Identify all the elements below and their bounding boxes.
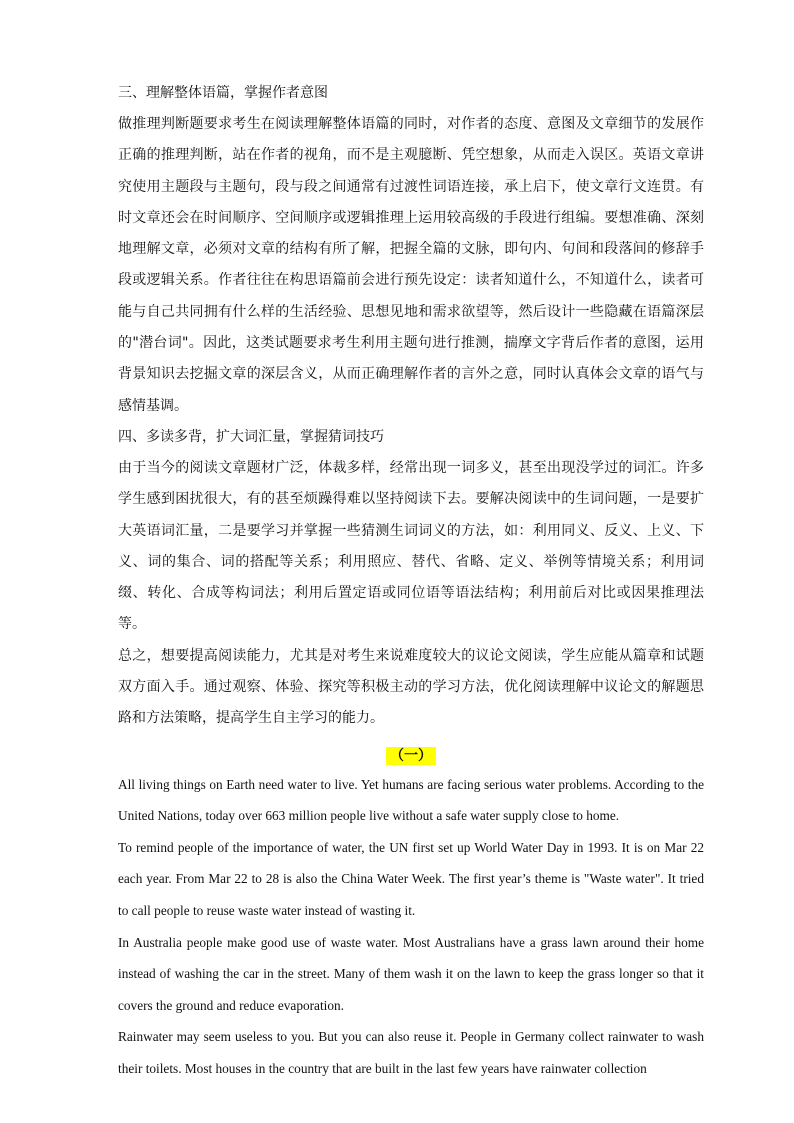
passage-paragraph-4: Rainwater may seem useless to you. But you can also reuse it. People in Germany collect rainwater to wash their toilets. Most houses in the country that are built in the last few years have rainwater collection [118,1029,704,1076]
summary-paragraph: 总之，想要提高阅读能力，尤其是对考生来说难度较大的议论文阅读，学生应能从篇章和试题双方面入手。通过观察、体验、探究等积极主动的学习方法，优化阅读理解中议论文的解题思路和方法策略，提高学生自主学习的能力。 [118,647,704,727]
passage-paragraph-2: To remind people of the importance of water, the UN first set up World Water Day in 1993. It is on Mar 22 each year. From Mar 22 to 28 is also the China Water Week. The first year’s theme is "Waste water". It tried to call people to reuse waste water instead of wasting it. [118,839,704,919]
passage-paragraph-1: All living things on Earth need water to live. Yet humans are facing serious water problems. According to the United Nations, today over 663 million people live without a safe water supply close to home. [118,776,704,824]
section-four-heading: 四、多读多背，扩大词汇量，掌握猜词技巧 [118,428,384,445]
passage-marker-row [118,745,704,765]
section-three-heading: 三、理解整体语篇，掌握作者意图 [118,85,328,101]
section-three-body: 做推理判断题要求考生在阅读理解整体语篇的同时，对作者的态度、意图及文章细节的发展作正确的推理判断，站在作者的视角，而不是主观臆断、凭空想象，从而走入误区。英语文章讲究使用主题段与主题句，段与段之间通常有过渡性词语连接，承上启下，使文章行文连贯。有时文章还会在时间顺序、空间顺序或逻辑推理上运用较高级的手段进行组编。要想准确、深刻地理解文章，必须对文章的结构有所了解，把握全篇的文脉，即句内、句间和段落间的修辞手段或逻辑关系。作者往往在构思语篇前会进行预先设定：读者知道什么，不知道什么，读者可能与自己共同拥有什么样的生活经验、思想见地和需求欲望等，然后设计一些隐藏在语篇深层的"潜台词"。因此，这类试题要求考生利用主题句进行推测，揣摩文字背后作者的意图，运用背景知识去挖掘文章的深层含义，从而正确理解作者的言外之意，同时认真体会文章的语气与感情基调。 [118,116,704,414]
document-content [118,78,704,1085]
section-four-body: 由于当今的阅读文章题材广泛，体裁多样，经常出现一词多义，甚至出现没学过的词汇。许多学生感到困扰很大，有的甚至烦躁得难以坚持阅读下去。要解决阅读中的生词问题，一是要扩大英语词汇量，二是要学习并掌握一些猜测生词词义的方法，如：利用同义、反义、上义、下义、词的集合、词的搭配等关系；利用照应、替代、省略、定义、举例等情境关系；利用词缀、转化、合成等构词法；利用后置定语或同位语等语法结构；利用前后对比或因果推理法等。 [118,459,704,633]
passage-paragraph-3: In Australia people make good use of waste water. Most Australians have a grass lawn around their home instead of washing the car in the street. Many of them wash it on the lawn to keep the grass longer so that it covers the ground and reduce evaporation. [118,934,704,1013]
passage-marker: （一） [386,747,436,765]
